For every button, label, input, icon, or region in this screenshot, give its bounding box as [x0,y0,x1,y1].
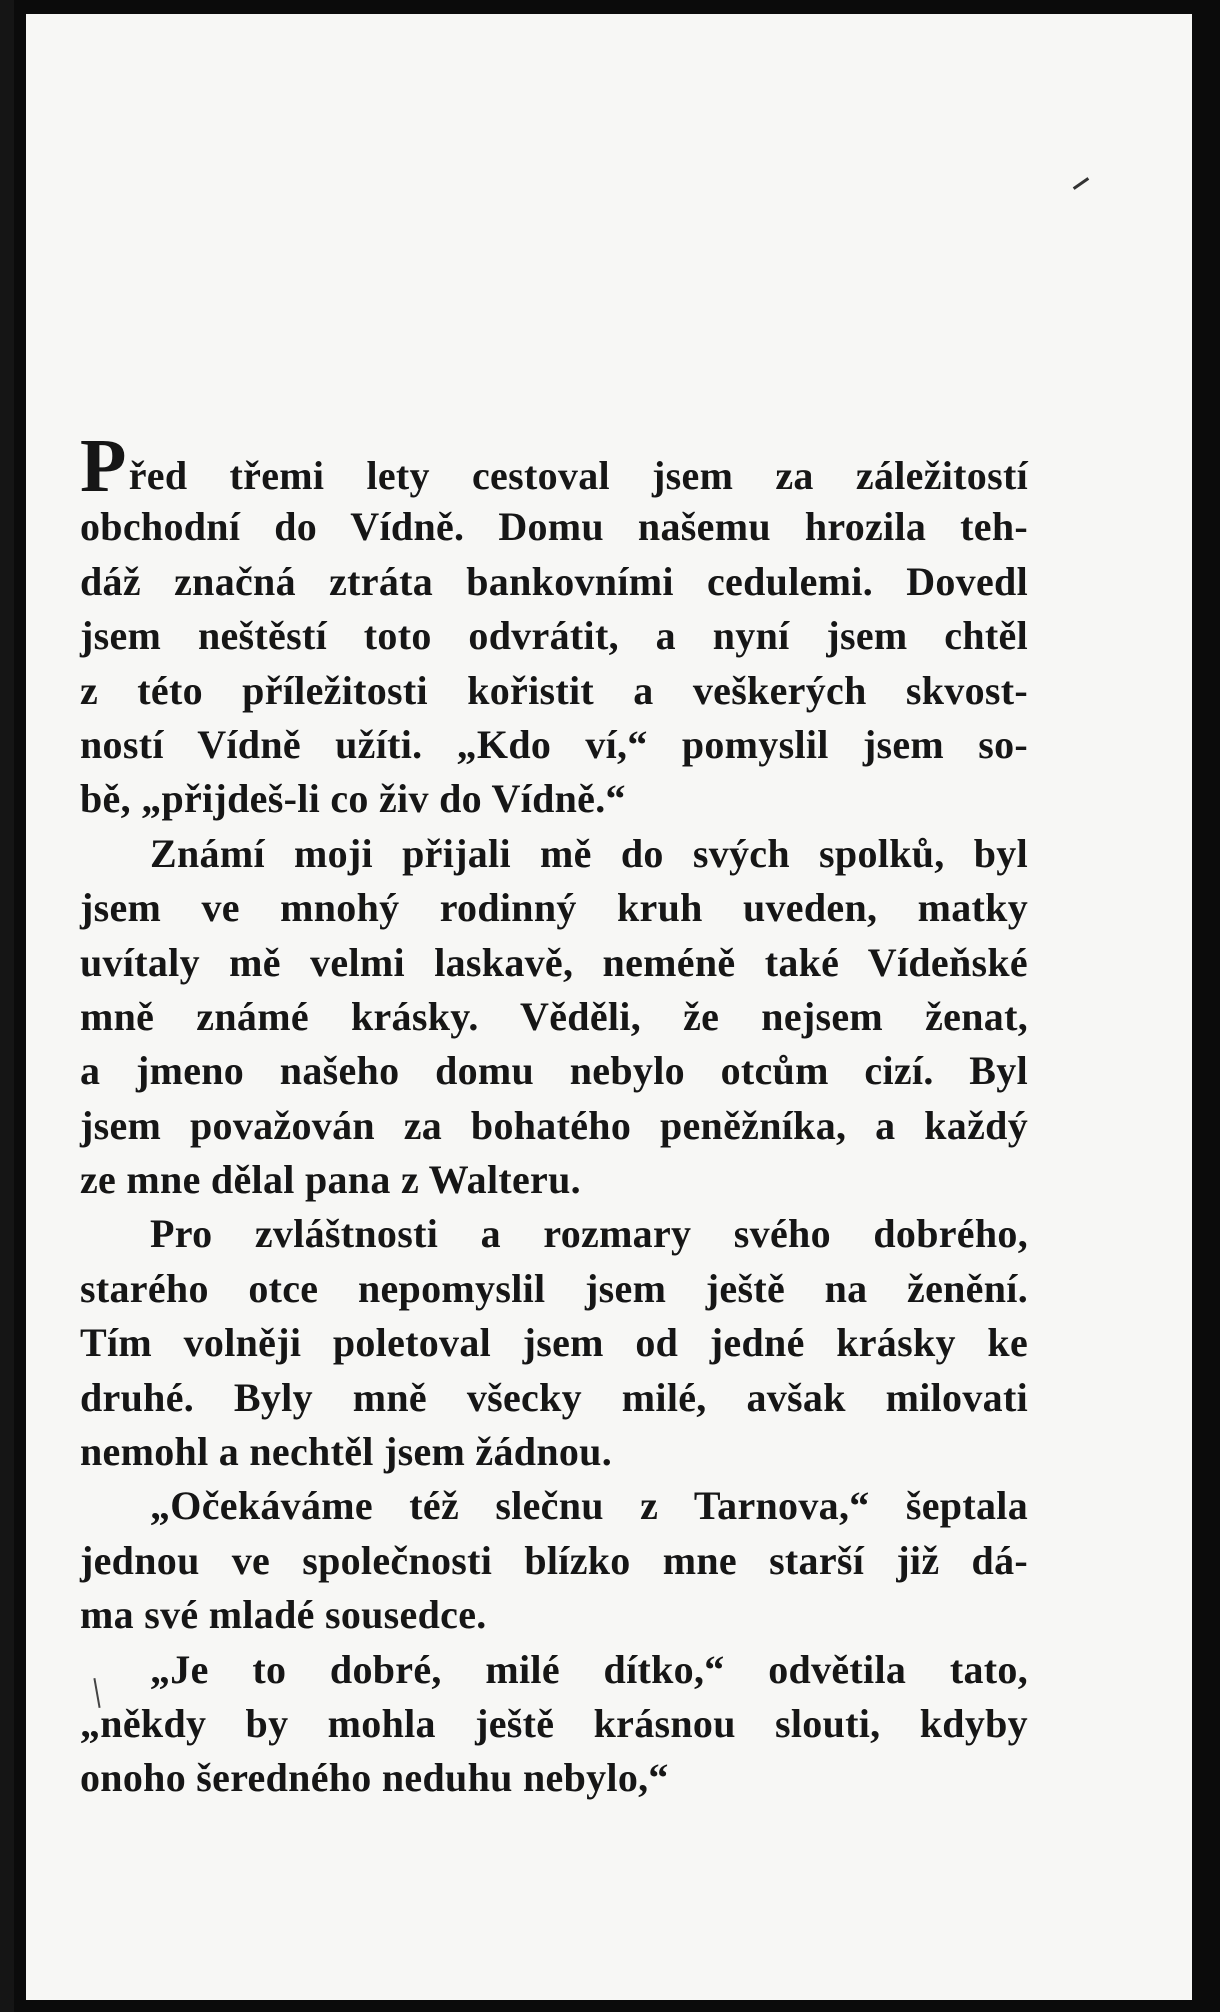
book-page [26,14,1192,2000]
text-line: ma své mladé sousedce. [80,1592,487,1638]
text-line: ností Vídně užíti. „Kdo ví,“ pomyslil jsem so- [80,721,1028,767]
text-line: uvítaly mě velmi laskavě, neméně také Vídeňské [80,939,1028,985]
drop-cap: P [80,424,127,508]
ink-mark [1073,177,1089,190]
text-line: Pro zvláštnosti a rozmary svého dobrého, [150,1211,1028,1257]
text-line: dáž značná ztráta bankovními cedulemi. Dovedl [80,558,1028,604]
text-line: mně známé krásky. Věděli, že nejsem ženat, [80,993,1028,1039]
body-text [80,424,1028,1806]
text-line: „Je to dobré, milé dítko,“ odvětila tato, [150,1646,1028,1692]
scan-edge [0,0,14,2012]
text-line: onoho šeredného neduhu nebylo,“ [80,1755,669,1801]
text-line: jsem neštěstí toto odvrátit, a nyní jsem chtěl [80,613,1028,659]
text-line: bě, „přijdeš-li co živ do Vídně.“ [80,776,626,822]
text-line: Tím volněji poletoval jsem od jedné krásky ke [80,1320,1028,1366]
text-line: ze mne dělal pana z Walteru. [80,1157,581,1203]
text-line: „Očekáváme též slečnu z Tarnova,“ šeptala [150,1483,1028,1529]
text-line: druhé. Byly mně všecky milé, avšak milovati [80,1374,1028,1420]
text-line-content: řed třemi lety cestoval jsem za záležitostí [128,453,1028,498]
text-line: obchodní do Vídně. Domu našemu hrozila teh- [80,504,1028,550]
text-line: „někdy by mohla ještě krásnou slouti, kdyby [80,1700,1028,1746]
text-line: a jmeno našeho domu nebylo otcům cizí. Byl [80,1048,1028,1094]
text-line: Známí moji přijali mě do svých spolků, byl [150,830,1028,876]
text-line: jsem považován za bohatého peněžníka, a každý [80,1102,1028,1148]
text-line: z této příležitosti kořistit a veškerých skvost- [80,667,1028,713]
text-line: starého otce nepomyslil jsem ještě na ženění. [80,1265,1028,1311]
text-line: jednou ve společnosti blízko mne starší již dá- [80,1537,1028,1583]
text-line: jsem ve mnohý rodinný kruh uveden, matky [80,885,1028,931]
text-line: nemohl a nechtěl jsem žádnou. [80,1429,613,1475]
text-line [80,424,1028,508]
